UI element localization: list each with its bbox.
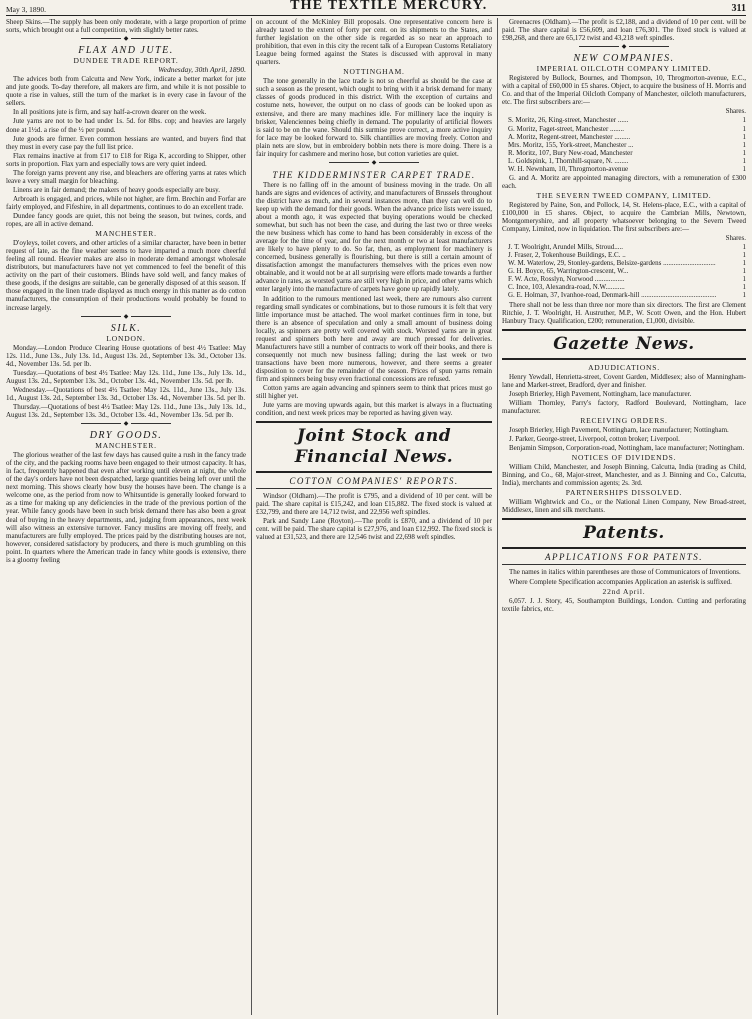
article-paragraph: Arbroath is engaged, and prices, while not higher, are firm. Brechin and Forfar are fairly employed, and Fifeshire, in all departments, continues to do an excellent trade. [6, 194, 246, 211]
article-paragraph: Flax remains inactive at from £17 to £18 for Riga K, according to Shipper, other sorts in proportion. Flax yarn and especially tows are very quiet indeed. [6, 151, 246, 168]
article-paragraph: William Thornley, Parry's factory, Radford Boulevard, Nottingham, lace manufacturer. [502, 398, 746, 415]
article-paragraph: Linens are in fair demand; the makers of heavy goods especially are busy. [13, 185, 220, 194]
article-paragraph: William Child, Manchester, and Joseph Binning, Calcutta, India (trading as Child, Binning, and Co., 68, Major-street, Manchester, and as J. Binning and Co., Calcutta, India), merchants and commission agents; 2s. 3rd. [502, 463, 746, 488]
issue-date: May 3, 1890. [6, 5, 46, 14]
article-paragraph: Jute goods are firmer. Even common hessians are wanted, and buyers find that they must in every case pay the full list price. [6, 134, 246, 151]
article-paragraph: Registered by Paine, Son, and Pollock, 14, St. Helens-place, E.C., with a capital of £100,000 in £5 shares. Object, to acquire the Cambrian Mills, Newtown, Montgomeryshire, and all property whatsoever belonging to the Severn Tweed Company, Limited, now in liquidation. The first subscribers are:— [502, 200, 746, 234]
subheading-date: 22nd April. [602, 586, 646, 596]
subscriber-row [502, 259, 746, 267]
article-paragraph: The advices both from Calcutta and New York, indicate a better market for jute and jute goods. To-day therefore, all makers are firm, and while it is not possible to quote a rise in values, still the turn of the market is in every case in favour of the sellers. [6, 75, 246, 108]
article-paragraph: J. Parker, George-street, Liverpool, cotton broker; Liverpool. [509, 435, 680, 444]
subheading-partnerships: PARTNERSHIPS DISSOLVED. [565, 488, 683, 498]
article-paragraph: Cotton yarns are again advancing and spinners seem to think that prices must go still higher yet. [256, 384, 492, 401]
article-paragraph: Thursday.—Quotations of best 4½ Tsatlee: May 12s. 11d., June 13s., July 13s. 1d., August 13s. 2d., September 13s. 3d., October 13s. 4d., November 13s. 5d. per lb. [6, 402, 246, 420]
banner-title: Gazette News. [553, 333, 695, 354]
subscriber-name: Mrs. Moritz, 155, York-street, Manchester ... [508, 140, 634, 149]
subscriber-shares: 1 [742, 148, 746, 157]
subheading-manchester: MANCHESTER. [95, 229, 157, 239]
section-heading-cotton-reports: COTTON COMPANIES' REPORTS. [289, 476, 459, 487]
subscriber-row [502, 267, 746, 275]
subscriber-row [502, 165, 746, 173]
article-paragraph: The foreign yarns prevent any rise, and bleachers are offering yarns at rates which leave a very small margin for bleaching. [6, 168, 246, 185]
column-2 [256, 18, 492, 1015]
article-paragraph: Wednesday.—Quotations of best 4½ Tsatlee: May 12s. 11d., June 13s., July 13s. 1d., August 13s. 2d., September 13s. 3d., October 13s. 4d., November 13s. 5d. per lb. [6, 385, 246, 402]
subscriber-name: A. Moritz, Regent-street, Manchester ......... [508, 132, 631, 141]
banner-title: Joint Stock and [296, 426, 452, 447]
subscriber-name: S. Moritz, 26, King-street, Manchester ...... [508, 116, 629, 125]
subheading-london: LONDON. [106, 333, 146, 343]
subscriber-row [502, 149, 746, 157]
section-ornament: ◆ [6, 421, 246, 428]
article-paragraph: on account of the McKinley Bill proposals. One representative concern here is already taxed to the extent of forty per cent. on its shipments to the States, and further legislation on the other side is regarded as so near an approach to prohibition, that even in this city the recent talk of a European Customs Retaliatory League being formed against the States is discussed with approval in many quarters. [256, 18, 492, 67]
article-paragraph: There is no falling off in the amount of business moving in the trade. On all hands are signs and evidences of activity, and manufacturers of Brussels throughout the district have as much, and in several instances more, than they can well do to keep up with the demand for their goods. When the advance price lists were issued, about a month ago, it was expected that buying operations would be checked somewhat, but such has not been the case, and during the last two or three weeks the new business which has come to hand has been considerably in excess of the average for the time of year, and for the next month or two at least manufacturers are likely to have plenty to do. So far, then, as employment for machinery is concerned, business generally is flourishing, but there is still a certain amount of dissatisfaction amongst the manufacturers themselves with the prices even now obtainable, and it would not be at all surprising were efforts made towards a further advance in rates, as worsted yarns are still very high in price, and other yarns which enter largely into the manufacture of carpets have gone up rapidly lately. [256, 180, 492, 294]
shares-column-header: Shares. [725, 234, 746, 243]
subscriber-name: J. T. Woolright, Arundel Mills, Stroud..... [508, 243, 623, 252]
article-paragraph: Monday.—London Produce Clearing House quotations of best 4½ Tsatlee: May 12s. 11d., June 13s., July 13s. 1d., August 13s. 2d., September 13s. 3d., October 13s. 4d., November 13s. 5d. per lb. [6, 343, 246, 368]
subscriber-name: W. M. Waterlow, 29, Stonley-gardens, Belsize-gardens .............................. [508, 259, 716, 268]
patents-banner [502, 518, 746, 549]
subscriber-row [502, 116, 746, 124]
subscriber-name: G. Moritz, Faget-street, Manchester ........ [508, 124, 625, 133]
banner-title: Patents. [583, 523, 665, 544]
publication-title: THE TEXTILE MERCURY. [290, 0, 488, 13]
article-paragraph: Windsor (Oldham).—The profit is £795, and a dividend of 10 per cent. will be paid. The share capital is £15,242, and loan £15,882. The fixed stock is valued at £32,799, and there are 14,712 twist, and 22,956 weft spindles. [256, 492, 492, 517]
article-paragraph: Jute yarns are moving upwards again, but this market is always in a fluctuating condition, and next week prices may be reported as having given way. [256, 401, 492, 418]
subscriber-shares: 1 [742, 283, 746, 292]
column-1 [6, 18, 246, 1015]
subscriber-name: G. H. Boyce, 65, Warrington-crescent, W... [508, 267, 629, 276]
subscriber-list [502, 243, 746, 299]
section-heading-flax-jute: FLAX AND JUTE. [78, 45, 174, 57]
article-paragraph: Benjamin Simpson, Corporation-road, Nottingham, lace manufacturer; Nottingham. [509, 444, 745, 453]
joint-stock-banner [256, 421, 492, 473]
section-heading-kidderminster: THE KIDDERMINSTER CARPET TRADE. [272, 169, 476, 180]
page-number: 311 [731, 3, 746, 14]
subscriber-shares: 1 [742, 291, 746, 300]
article-paragraph: There shall not be less than three nor more than six directors. The first are Clement Ritchie, J. T. Woolright, H. Austruther, M.P., W. Scott Owen, and the Hon. Hubert Hanbury Tracy. Qualification, £200; remuneration, £1,000, divisible. [502, 300, 746, 325]
subheading-receiving: RECEIVING ORDERS. [580, 415, 668, 425]
column-divider [251, 18, 252, 1015]
subscriber-name: R. Moritz, 107, Bury New-road, Manchester [508, 148, 633, 157]
subscriber-list [502, 116, 746, 172]
article-paragraph: The names in italics within parentheses are those of Communicators of Inventions. [509, 568, 741, 577]
subscriber-name: W. H. Newnham, 10, Throgmorton-avenue [508, 164, 629, 173]
subscriber-shares: 1 [742, 275, 746, 284]
subscriber-row [502, 141, 746, 149]
article-paragraph: D'oyleys, toilet covers, and other articles of a similar character, have been in better request of late, as the fine weather seems to have imparted a much more cheerful feeling all round. Heavier makes are also in moderate demand amongst wholesale distributors, but manufacturers have not yet commenced to feel the benefit of this activity on the part of their customers. Blinds have sold well, and fancy makes of these goods, if the designs are suitable, can be generally disposed of at this season. If those engaged in the linen trade displayed as much energy in this matter as do cotton manufacturers, the consumption of their productions would probably be found to increase largely. [6, 239, 246, 312]
subscriber-shares: 1 [742, 124, 746, 133]
article-paragraph: 6,057. J. J. Story, 45, Southampton Buildings, London. Cutting and perforating textile fabrics, etc. [502, 596, 746, 613]
subscriber-shares: 1 [742, 116, 746, 125]
subscriber-name: J. Fraser, 2, Tokenhouse Buildings, E.C. .. [508, 251, 626, 260]
column-3 [502, 18, 746, 1015]
subheading-tweed: THE SEVERN TWEED COMPANY, LIMITED. [536, 190, 712, 200]
section-heading-dry-goods: DRY GOODS. [89, 430, 163, 442]
section-heading-new-companies: NEW COMPANIES. [573, 53, 675, 65]
dateline: Wednesday, 30th April, 1890. [158, 65, 246, 75]
subscriber-shares: 1 [742, 140, 746, 149]
subscriber-row [502, 291, 746, 299]
section-heading-applications: APPLICATIONS FOR PATENTS. [545, 552, 703, 563]
subheading-oilcloth: IMPERIAL OILCLOTH COMPANY LIMITED. [536, 64, 712, 74]
column-divider [497, 18, 498, 1015]
subscriber-shares: 1 [742, 156, 746, 165]
sheep-skins-paragraph: Sheep Skins.—The supply has been only moderate, with a large proportion of prime sorts, which brought out a full competition, with slightly better rates. [6, 18, 246, 35]
subscriber-name: C. Ince, 103, Alexandra-road, N.W........... [508, 283, 625, 292]
article-paragraph: The glorious weather of the last few days has caused quite a rush in the fancy trade of the city, and the packing rooms have been engaged to their utmost capacity. It has, in fact, frequently happened that even after working until eleven at night, the whole of the day's orders have not been despatched, large quantities being left over until the next morning. This shows clearly how busy the houses have been. The change is a welcome one, as the period from now to Whitsuntide is generally looked forward to as a time for making up any deficiencies in the trade of the previous portion of the year. While fancy goods have been in such brisk demand there has also been a great deal of buying in the heavy departments, and, judging from appearances, next week will also witness an extensive turnover. Fancy muslins are moving off freely, and manufacturers are fully employed. The prices paid by the distributing houses are not, however, considered satisfactory by producers, and there is much grumbling on this point. In quarters where the American trade in fancy white goods is extensive, there is a gloomy feeling [6, 451, 246, 564]
subheading-nottingham: NOTTINGHAM. [343, 67, 405, 77]
article-paragraph: The tone generally in the lace trade is not so cheerful as should be the case at such a season as the present, which ought to bring with it a brisk demand for many classes of goods produced in this district. With the exception of curtains and costume nets, however, the output on no class of goods can be looked upon as extensive, and there are many machines idle. For millinery lace the inquiry is brisker, Valenciennes being chiefly in demand. The popularity of artificial flowers is said to be on the wane. Should this surmise prove correct, a more active inquiry for lace may be looked forward to. Silk chantillies are moving freely. Cotton and plain nets are slow, but in embroidery bobbin nets there is more doing. There is a fair inquiry for cashmere and merino hose, but cotton varieties are quiet. [256, 77, 492, 158]
article-paragraph: Henry Yewdall, Henrietta-street, Covent Garden, Middlesex; also of Manningham-lane and Market-street, Bradford, dyer and finisher. [502, 372, 746, 389]
subscriber-row [502, 125, 746, 133]
article-paragraph: Joseph Brierley, High Pavement, Nottingham, lace manufacturer; Nottingham. [509, 425, 729, 434]
subscriber-row [502, 133, 746, 141]
subheading-dundee: DUNDEE TRADE REPORT. [73, 56, 179, 66]
article-paragraph: G. and A. Moritz are appointed managing directors, with a remuneration of £300 each. [502, 173, 746, 190]
section-ornament: ◆ [6, 36, 246, 43]
article-paragraph: Greenacres (Oldham).—The profit is £2,188, and a dividend of 10 per cent. will be paid. The share capital is £56,609, and loan £76,301. The fixed stock is valued at £98,268, and there are 65,172 twist and 43,218 weft spindles. [502, 18, 746, 43]
subscriber-row [502, 275, 746, 283]
shares-column-header: Shares. [725, 107, 746, 116]
divider [256, 488, 492, 489]
subscriber-name: L. Goldspink, 1, Thornhill-square, N. ........ [508, 156, 629, 165]
section-ornament: ◆ [502, 44, 746, 51]
article-paragraph: In all positions jute is firm, and say half-a-crown dearer on the week. [13, 108, 207, 117]
divider [502, 564, 746, 565]
subscriber-row [502, 157, 746, 165]
article-paragraph: Park and Sandy Lane (Royton).—The profit is £870, and a dividend of 10 per cent. will be paid. The share capital is £27,976, and loan £12,992. The fixed stock is valued at £31,523, and there are 12,546 twist and 22,698 weft spindles. [256, 517, 492, 542]
subscriber-name: G. E. Holman, 37, Ivanhoe-road, Denmark-hill ........................................... [508, 291, 717, 300]
subscriber-shares: 1 [742, 259, 746, 268]
article-paragraph: Dundee fancy goods are quiet, this not being the season, but twines, cords, and ropes, are all in active demand. [6, 211, 246, 229]
gazette-banner [502, 329, 746, 360]
section-ornament: ◆ [256, 160, 492, 167]
subscriber-shares: 1 [742, 243, 746, 252]
subscriber-shares: 1 [742, 164, 746, 173]
article-paragraph: William Wightwick and Co., or the National Linen Company, New Broad-street, Middlesex, linen and silk merchants. [502, 498, 746, 515]
article-paragraph: Tuesday.—Quotations of best 4½ Tsatlee: May 12s. 11d., June 13s., July 13s. 1d., August 13s. 2d., September 13s. 3d., October 13s. 4d., November 13s. 5d. per lb. [6, 368, 246, 385]
subscriber-row [502, 243, 746, 251]
masthead [6, 0, 746, 16]
subheading-adjudications: ADJUDICATIONS. [588, 362, 660, 372]
subscriber-shares: 1 [742, 267, 746, 276]
article-paragraph: Where Complete Specification accompanies Application an asterisk is suffixed. [509, 577, 732, 586]
article-paragraph: Registered by Bullock, Bournes, and Thompson, 10, Throgmorton-avenue, E.C., with a capital of £60,000 in £5 shares. Object, to acquire the business of H. Morris and Co. and that of the Imperial Oilcloth Company of Manchester, oilcloth manufacturers, etc. The first subscribers are:— [502, 74, 746, 107]
banner-title: Financial News. [294, 447, 454, 468]
subscriber-row [502, 283, 746, 291]
article-paragraph: In addition to the rumours mentioned last week, there are rumours also current regarding small syndicates or combinations, but to those rumours it is felt that very little importance must be attached. The wool market continues firm in tone, but there is an absence of speculation and only a small amount of business doing locally, as spinners are pretty well covered with stock. Worsted yarns are in great request and spinners both here and away are much pressed for deliveries. Manufacturers have still a number of contracts to work off their books, and there is consequently not much new business falling; during the last week or two transactions have been more numerous, however, and there seems a greater disposition to cover for the remainder of the season. Prices of spun yarns remain firm and spinners being busy even fractional concessions are refused. [256, 294, 492, 383]
subheading-dividends: NOTICES OF DIVIDENDS. [571, 453, 677, 463]
article-paragraph: Jute yarns are not to be had under 1s. 5d. for 8lbs. cop; and heavies are largely done at 1½d. a rise of the ½ per pound. [6, 117, 246, 134]
subscriber-shares: 1 [742, 132, 746, 141]
article-paragraph: Joseph Brierley, High Pavement, Nottingham, lace manufacturer. [509, 389, 692, 398]
subheading-manchester-2: MANCHESTER. [95, 441, 157, 451]
section-heading-silk: SILK. [110, 322, 142, 334]
subscriber-name: F. W. Acte, Rosslyn, Norwood ................. [508, 275, 625, 284]
subscriber-shares: 1 [742, 251, 746, 260]
section-ornament: ◆ [6, 314, 246, 321]
subscriber-row [502, 251, 746, 259]
